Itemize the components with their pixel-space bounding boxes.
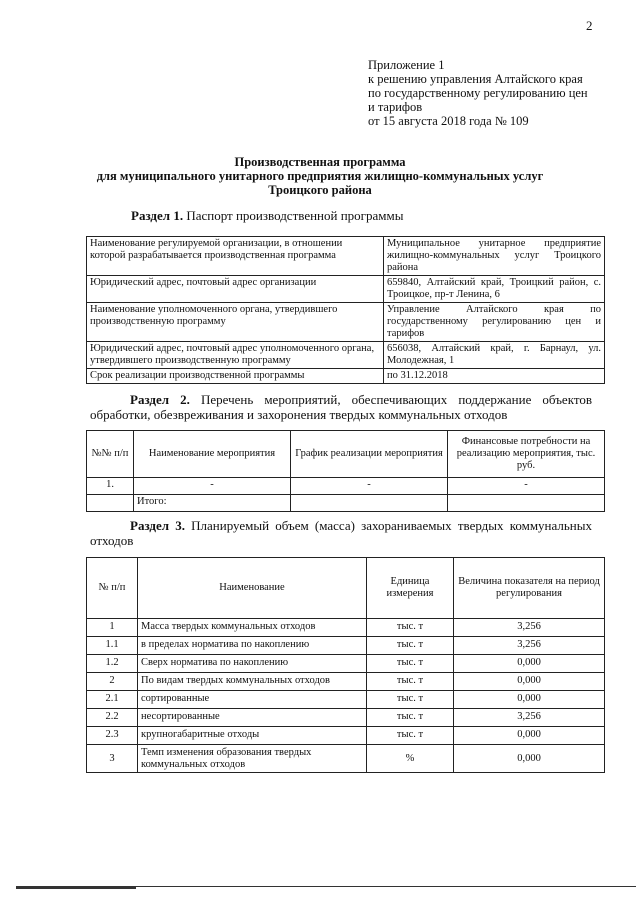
- section-2-label: Раздел 2.: [130, 392, 190, 407]
- column-header: Единица измерения: [367, 558, 454, 619]
- total-label: Итого:: [134, 495, 291, 512]
- row-name: По видам твердых коммунальных отходов: [138, 673, 367, 691]
- passport-key: Срок реализации производственной программы: [87, 369, 384, 384]
- section-3-label: Раздел 3.: [130, 518, 185, 533]
- row-number: 3: [87, 745, 138, 773]
- table-row: [87, 237, 605, 276]
- section-2-text: Перечень мероприятий, обеспечивающих поддержание объектов обработки, обезвреживания и захоронения твердых коммунальных отходов: [90, 392, 592, 422]
- row-number: 2: [87, 673, 138, 691]
- cell: [448, 495, 605, 512]
- passport-value: 656038, Алтайский край, г. Барнаул, ул. Молодежная, 1: [384, 342, 605, 369]
- row-number: 1: [87, 619, 138, 637]
- total-row: [87, 495, 605, 512]
- row-value: 0,000: [454, 673, 605, 691]
- section-1-heading: [131, 208, 403, 223]
- column-header: Величина показателя на период регулирования: [454, 558, 605, 619]
- appendix-line: Приложение 1: [368, 58, 445, 72]
- table-header-row: [87, 558, 605, 619]
- cell: -: [291, 478, 448, 495]
- row-unit: тыс. т: [367, 655, 454, 673]
- appendix-line: по государственному регулированию цен: [368, 86, 588, 100]
- row-name: в пределах норматива по накоплению: [138, 637, 367, 655]
- row-number: 2.1: [87, 691, 138, 709]
- table-row: [87, 727, 605, 745]
- row-value: 0,000: [454, 745, 605, 773]
- passport-key: Юридический адрес, почтовый адрес уполномоченного органа, утвердившего производственную программу: [87, 342, 384, 369]
- row-number: 2.3: [87, 727, 138, 745]
- table-row: [87, 745, 605, 773]
- row-value: 0,000: [454, 655, 605, 673]
- table-row: [87, 276, 605, 303]
- section-1-label: Раздел 1.: [131, 208, 184, 223]
- cell: -: [134, 478, 291, 495]
- row-unit: тыс. т: [367, 691, 454, 709]
- passport-value: по 31.12.2018: [384, 369, 605, 384]
- row-name: Сверх норматива по накоплению: [138, 655, 367, 673]
- section-2-heading: [90, 392, 592, 422]
- row-unit: тыс. т: [367, 619, 454, 637]
- row-name: сортированные: [138, 691, 367, 709]
- table-row: [87, 342, 605, 369]
- column-header: Наименование: [138, 558, 367, 619]
- section-1-text: Паспорт производственной программы: [183, 208, 404, 223]
- row-unit: %: [367, 745, 454, 773]
- table-row: [87, 478, 605, 495]
- row-name: крупногабаритные отходы: [138, 727, 367, 745]
- row-unit: тыс. т: [367, 727, 454, 745]
- row-name: несортированные: [138, 709, 367, 727]
- row-number: 1.2: [87, 655, 138, 673]
- row-value: 3,256: [454, 619, 605, 637]
- passport-key: Наименование уполномоченного органа, утвердившего производственную программу: [87, 303, 384, 342]
- row-name: Темп изменения образования твердых коммунальных отходов: [138, 745, 367, 773]
- passport-key: Юридический адрес, почтовый адрес организации: [87, 276, 384, 303]
- row-name: Масса твердых коммунальных отходов: [138, 619, 367, 637]
- column-header: Наименование мероприятия: [134, 431, 291, 478]
- cell: -: [448, 478, 605, 495]
- column-header: График реализации мероприятия: [291, 431, 448, 478]
- cell: [87, 495, 134, 512]
- cell: 1.: [87, 478, 134, 495]
- appendix-line: к решению управления Алтайского края: [368, 72, 583, 86]
- section-3-heading: [90, 518, 592, 548]
- title-line: Производственная программа: [234, 155, 406, 169]
- volume-table: [86, 557, 605, 773]
- row-number: 2.2: [87, 709, 138, 727]
- section-3-text: Планируемый объем (масса) захораниваемых твердых коммунальных отходов: [90, 518, 593, 548]
- row-unit: тыс. т: [367, 637, 454, 655]
- passport-value: Управление Алтайского края по государственному регулированию цен и тарифов: [384, 303, 605, 342]
- page-number: 2: [586, 18, 593, 33]
- table-header-row: [87, 431, 605, 478]
- row-value: 3,256: [454, 637, 605, 655]
- passport-table: [86, 236, 605, 384]
- column-header: № п/п: [87, 558, 138, 619]
- table-row: [87, 619, 605, 637]
- table-row: [87, 655, 605, 673]
- row-unit: тыс. т: [367, 673, 454, 691]
- appendix-block: [368, 58, 588, 128]
- events-table: [86, 430, 605, 512]
- table-row: [87, 691, 605, 709]
- passport-key: Наименование регулируемой организации, в отношении которой разрабатывается производственная программа: [87, 237, 384, 276]
- row-value: 0,000: [454, 691, 605, 709]
- appendix-line: и тарифов: [368, 100, 423, 114]
- title-line: для муниципального унитарного предприятия жилищно-коммунальных услуг: [96, 169, 544, 183]
- passport-value: 659840, Алтайский край, Троицкий район, с. Троицкое, пр-т Ленина, 6: [384, 276, 605, 303]
- table-row: [87, 709, 605, 727]
- table-row: [87, 369, 605, 384]
- table-row: [87, 673, 605, 691]
- scan-edge-mark: [16, 887, 136, 889]
- row-value: 0,000: [454, 727, 605, 745]
- passport-value: Муниципальное унитарное предприятие жилищно-коммунальных услуг Троицкого района: [384, 237, 605, 276]
- cell: [291, 495, 448, 512]
- table-row: [87, 637, 605, 655]
- program-title: [0, 155, 640, 197]
- row-unit: тыс. т: [367, 709, 454, 727]
- appendix-line: от 15 августа 2018 года № 109: [368, 114, 529, 128]
- row-value: 3,256: [454, 709, 605, 727]
- table-row: [87, 303, 605, 342]
- column-header: Финансовые потребности на реализацию мероприятия, тыс. руб.: [448, 431, 605, 478]
- title-line: Троицкого района: [268, 183, 372, 197]
- row-number: 1.1: [87, 637, 138, 655]
- column-header: №№ п/п: [87, 431, 134, 478]
